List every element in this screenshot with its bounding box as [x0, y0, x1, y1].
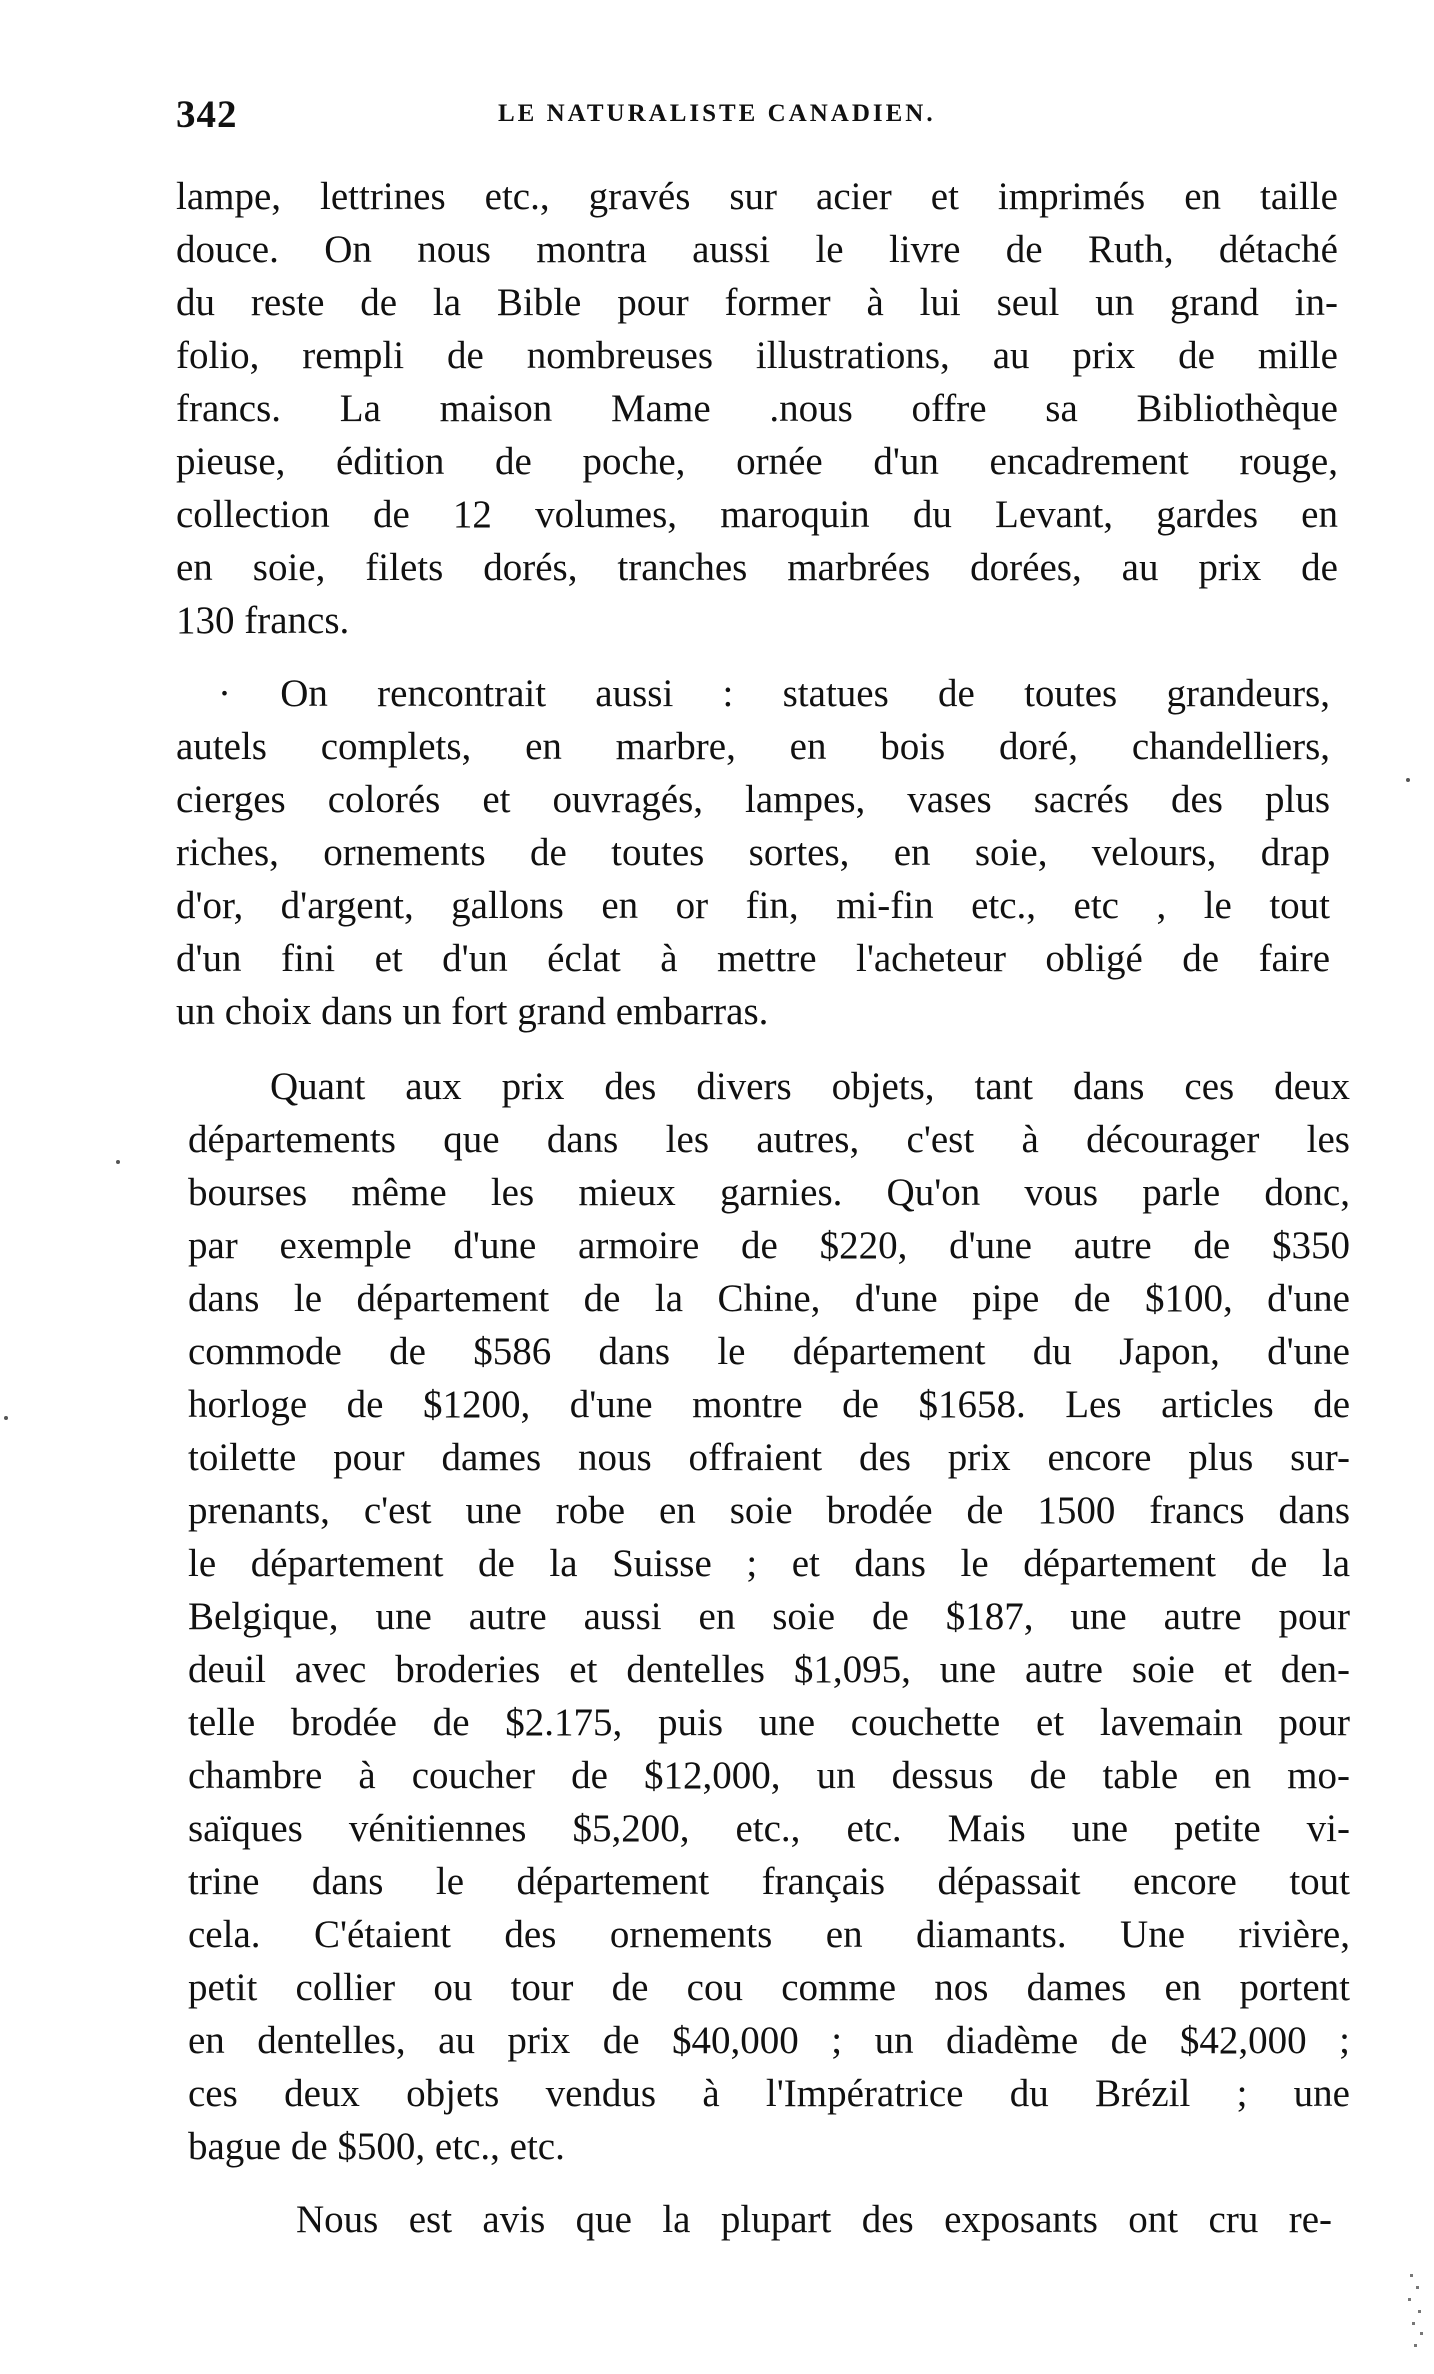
text-line: dans le département de la Chine, d'une pipe de $100, d'une: [188, 1277, 1350, 1320]
text-line: par exemple d'une armoire de $220, d'une autre de $350: [188, 1224, 1350, 1267]
body-text: [176, 170, 1350, 2246]
scan-speck: [4, 1416, 8, 1420]
text-line: horloge de $1200, d'une montre de $1658. Les articles de: [188, 1383, 1350, 1426]
text-line: d'un fini et d'un éclat à mettre l'acheteur obligé de faire: [176, 937, 1330, 980]
text-line: départements que dans les autres, c'est à décourager les: [188, 1118, 1350, 1161]
journal-title: LE NATURALISTE CANADIEN.: [498, 100, 936, 127]
text-line: prenants, c'est une robe en soie brodée de 1500 francs dans: [188, 1489, 1350, 1532]
text-line: Nous est avis que la plupart des exposants ont cru re-: [296, 2198, 1332, 2241]
text-line: commode de $586 dans le département du Japon, d'une: [188, 1330, 1350, 1373]
text-line: · On rencontrait aussi : statues de toutes grandeurs,: [218, 672, 1330, 715]
text-line: deuil avec broderies et dentelles $1,095, une autre soie et den-: [188, 1648, 1350, 1691]
text-line: saïques vénitiennes $5,200, etc., etc. Mais une petite vi-: [188, 1807, 1350, 1850]
paragraph: [206, 2193, 1346, 2246]
running-head: [176, 92, 1346, 142]
text-line: bague de $500, etc., etc.: [188, 2125, 565, 2168]
paragraph: [176, 170, 1346, 647]
text-line: lampe, lettrines etc., gravés sur acier et imprimés en taille: [176, 175, 1338, 218]
scan-noise: [1404, 2270, 1428, 2360]
scan-speck: [116, 1160, 120, 1164]
text-line: chambre à coucher de $12,000, un dessus de table en mo-: [188, 1754, 1350, 1797]
text-line: en soie, filets dorés, tranches marbrées dorées, au prix de: [176, 546, 1338, 589]
text-line: Quant aux prix des divers objets, tant dans ces deux: [270, 1065, 1350, 1108]
text-line: autels complets, en marbre, en bois doré, chandelliers,: [176, 725, 1330, 768]
text-line: trine dans le département français dépassait encore tout: [188, 1860, 1350, 1903]
text-line: toilette pour dames nous offraient des prix encore plus sur-: [188, 1436, 1350, 1479]
text-line: cela. C'étaient des ornements en diamants. Une rivière,: [188, 1913, 1350, 1956]
text-line: un choix dans un fort grand embarras.: [176, 990, 769, 1033]
text-line: collection de 12 volumes, maroquin du Levant, gardes en: [176, 493, 1338, 536]
text-line: telle brodée de $2.175, puis une couchette et lavemain pour: [188, 1701, 1350, 1744]
text-line: douce. On nous montra aussi le livre de Ruth, détaché: [176, 228, 1338, 271]
text-line: du reste de la Bible pour former à lui seul un grand in-: [176, 281, 1338, 324]
text-line: Belgique, une autre aussi en soie de $187, une autre pour: [188, 1595, 1350, 1638]
text-line: le département de la Suisse ; et dans le département de la: [188, 1542, 1350, 1585]
text-line: pieuse, édition de poche, ornée d'un encadrement rouge,: [176, 440, 1338, 483]
paragraph: [176, 667, 1346, 1038]
scan-speck: [1406, 778, 1410, 782]
text-line: francs. La maison Mame .nous offre sa Bibliothèque: [176, 387, 1338, 430]
text-line: cierges colorés et ouvragés, lampes, vases sacrés des plus: [176, 778, 1330, 821]
text-line: 130 francs.: [176, 599, 350, 642]
text-line: folio, rempli de nombreuses illustrations, au prix de mille: [176, 334, 1338, 377]
text-line: d'or, d'argent, gallons en or fin, mi-fin etc., etc , le tout: [176, 884, 1330, 927]
text-line: ces deux objets vendus à l'Impératrice du Brézil ; une: [188, 2072, 1350, 2115]
text-line: en dentelles, au prix de $40,000 ; un diadème de $42,000 ;: [188, 2019, 1350, 2062]
page-number: 342: [176, 93, 238, 136]
text-line: bourses même les mieux garnies. Qu'on vous parle donc,: [188, 1171, 1350, 1214]
paragraph: [188, 1060, 1350, 2173]
text-line: riches, ornements de toutes sortes, en soie, velours, drap: [176, 831, 1330, 874]
text-line: petit collier ou tour de cou comme nos dames en portent: [188, 1966, 1350, 2009]
